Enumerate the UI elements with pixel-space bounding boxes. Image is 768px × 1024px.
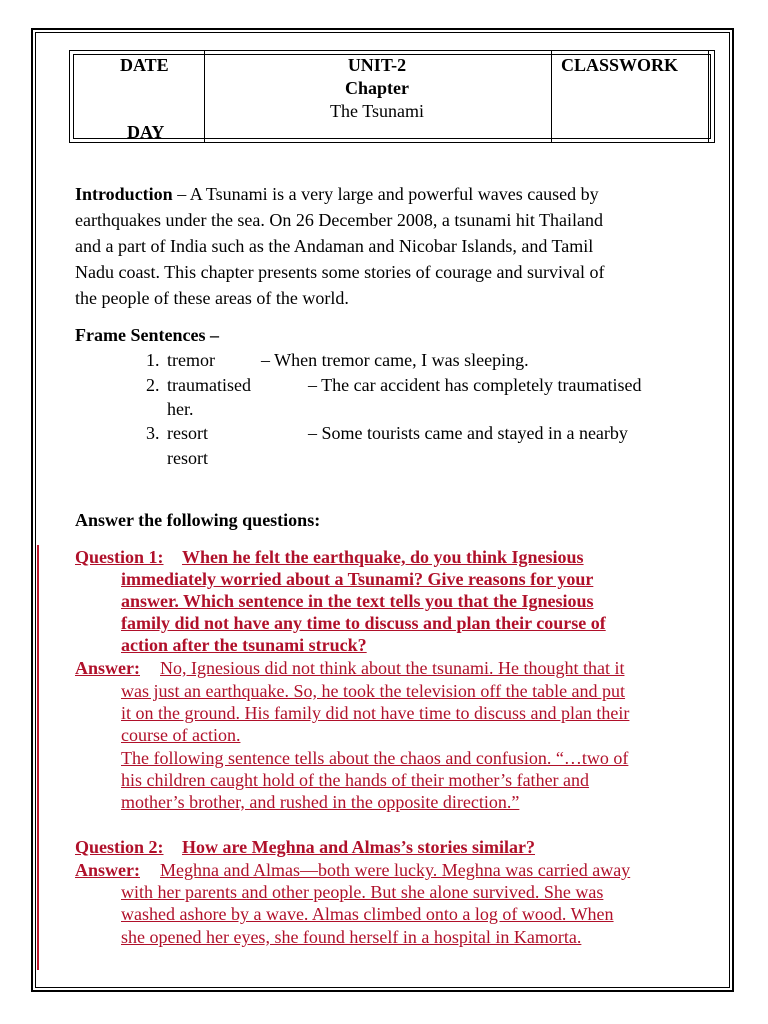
q2-answer-line-1: Meghna and Almas—both were lucky. Meghna was carried away [160,860,631,880]
q2-answer-line-4: she opened her eyes, she found herself in a hospital in Kamorta. [121,927,582,947]
frame-item-3-num: 3. [146,423,160,443]
chapter-label: Chapter [345,78,409,98]
q1-line-4: family did not have any time to discuss and plan their course of [121,613,606,633]
q2-label: Question 2: [75,837,164,857]
day-label: DAY [127,122,165,142]
frame-item-1-num: 1. [146,350,160,370]
intro-line-2: earthquakes under the sea. On 26 December 2008, a tsunami hit Thailand [75,210,604,230]
frame-item-3-cont: resort [167,448,208,468]
frame-item-3-sentence: – Some tourists came and stayed in a nearby [308,423,628,443]
frame-sentences-heading: Frame Sentences – [75,325,219,345]
chapter-title: The Tsunami [330,101,424,121]
intro-line-4: Nadu coast. This chapter presents some stories of courage and survival of [75,262,605,282]
intro-line-1: Introduction – A Tsunami is a very large and powerful waves caused by [75,184,599,204]
frame-item-2-sentence: – The car accident has completely traumatised [308,375,642,395]
q1-answer-line-6: his children caught hold of the hands of their mother’s father and [121,770,590,790]
q1-label: Question 1: [75,547,164,567]
frame-item-2-cont: her. [167,399,194,419]
frame-item-3-word: resort [167,423,208,443]
q1-answer-line-7: mother’s brother, and rushed in the opposite direction.” [121,792,520,812]
frame-item-1-sentence: – When tremor came, I was sleeping. [261,350,529,370]
q1-line-5: action after the tsunami struck? [121,635,367,655]
questions-heading: Answer the following questions: [75,510,321,530]
date-label: DATE [120,55,169,75]
margin-line [37,545,39,970]
q2-answer-line-3: washed ashore by a wave. Almas climbed onto a log of wood. When [121,904,614,924]
intro-heading: Introduction [75,184,173,204]
q1-answer-line-5: The following sentence tells about the chaos and confusion. “…two of [121,748,629,768]
intro-line-3: and a part of India such as the Andaman and Nicobar Islands, and Tamil [75,236,594,256]
q1-line-1: When he felt the earthquake, do you think Ignesious [182,547,584,567]
classwork-label: CLASSWORK [561,55,679,75]
q1-answer-label: Answer: [75,658,140,678]
q1-answer-line-3: it on the ground. His family did not have time to discuss and plan their [121,703,630,723]
q1-line-2: immediately worried about a Tsunami? Give reasons for your [121,569,594,589]
frame-item-2-word: traumatised [167,375,251,395]
q2-answer-label: Answer: [75,860,140,880]
intro-line-5: the people of these areas of the world. [75,288,349,308]
q2-answer-line-2: with her parents and other people. But she alone survived. She was [121,882,604,902]
q1-line-3: answer. Which sentence in the text tells you that the Ignesious [121,591,594,611]
frame-item-1-word: tremor [167,350,215,370]
q1-answer-line-2: was just an earthquake. So, he took the television off the table and put [121,681,626,701]
q1-answer-line-4: course of action. [121,725,241,745]
q2-line-1: How are Meghna and Almas’s stories similar? [182,837,535,857]
q1-answer-line-1: No, Ignesious did not think about the tsunami. He thought that it [160,658,625,678]
frame-item-2-num: 2. [146,375,160,395]
unit-label: UNIT-2 [347,55,407,75]
